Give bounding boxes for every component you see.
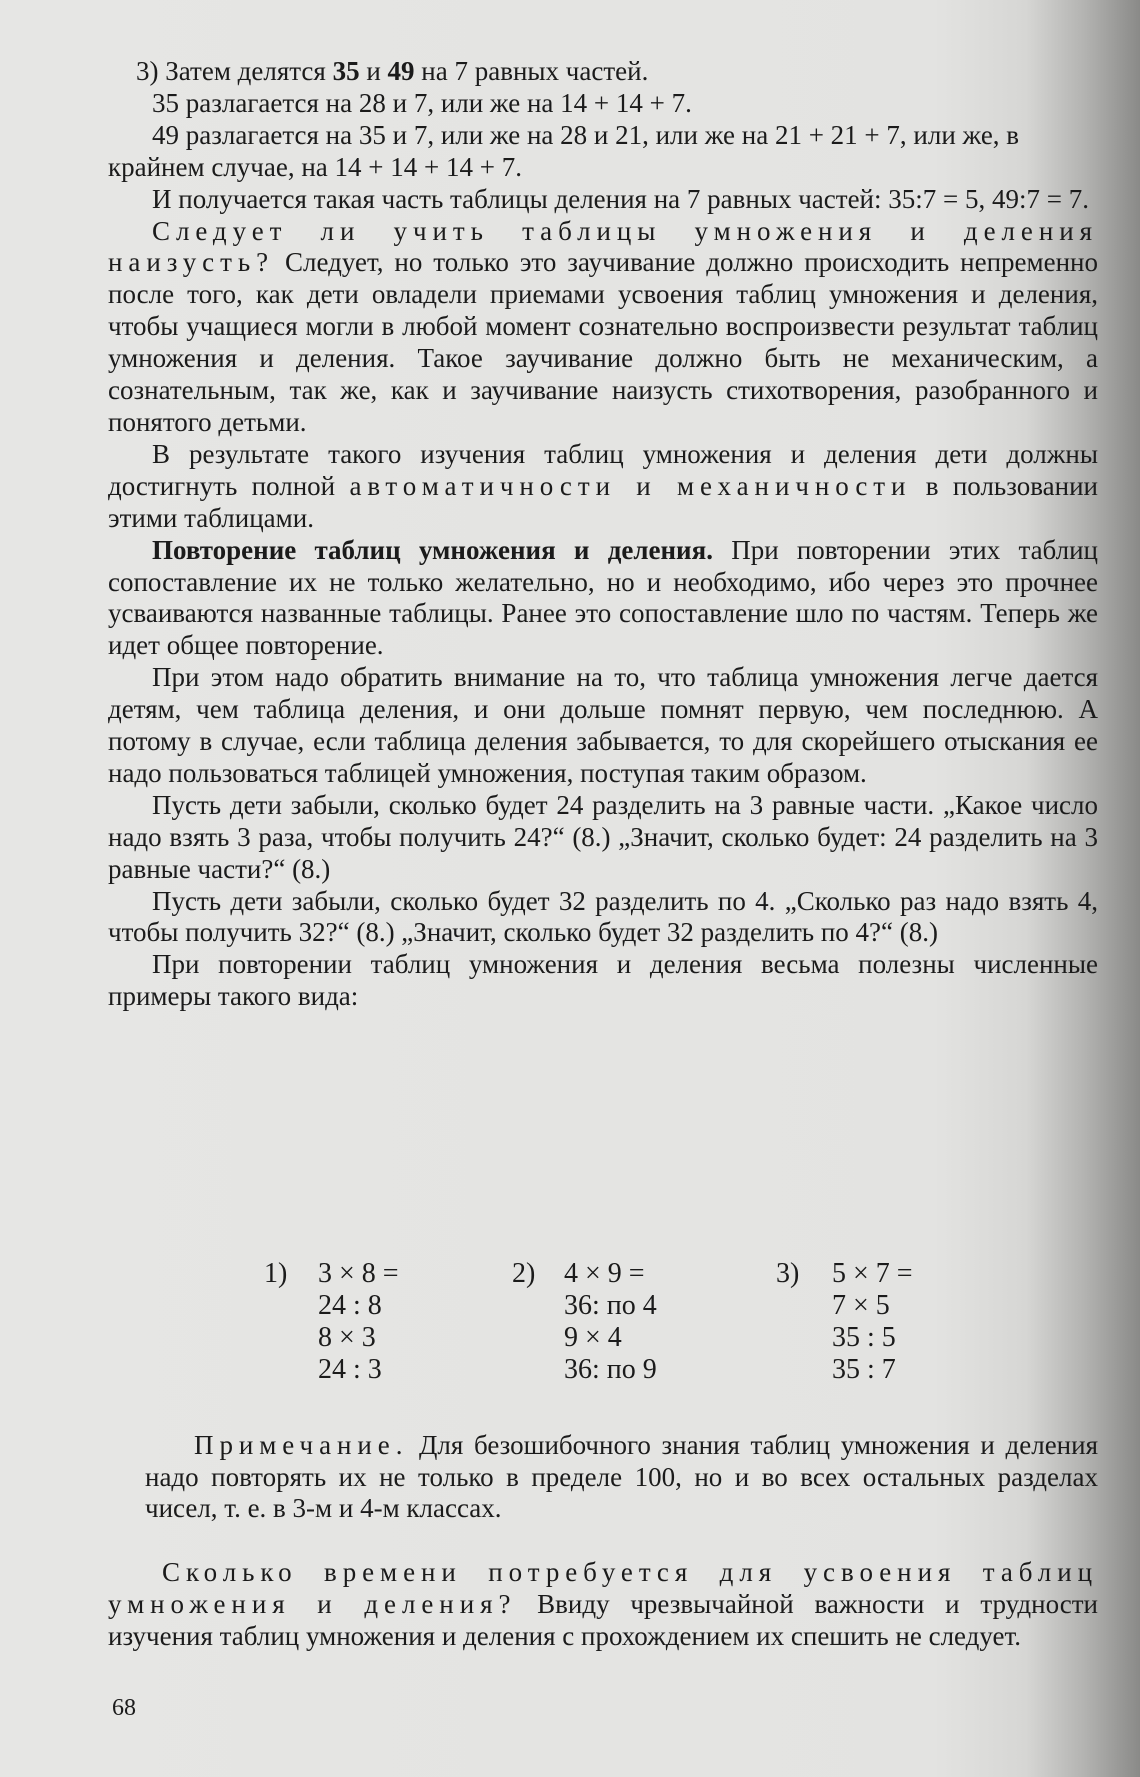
- text-run: При этом надо обратить внимание на то, что таблица умножения легче дается детям, чем таблица деления, и они дольше помнят первую, чем последнюю. А потому в случае, если таблица деления забывается, то для скорейшего отыскания ее надо пользоваться таблицей умножения, поступая таким образом.: [108, 662, 1098, 788]
- text-run: При повторении таблиц умножения и деления весьма полезны численные примеры такого вида:: [108, 949, 1098, 1012]
- page-number: 68: [112, 1695, 136, 1721]
- spaced-emphasis-text: автоматичности и механичности: [349, 470, 912, 501]
- spaced-emphasis-text: Примечание.: [194, 1430, 409, 1460]
- example-row: 9 × 4: [564, 1322, 622, 1353]
- bold-text: 35: [332, 56, 360, 86]
- example-row: 24 : 3: [318, 1354, 382, 1385]
- example-row: 7 × 5: [832, 1290, 890, 1321]
- paragraph: [108, 886, 1098, 950]
- numeric-examples: [264, 1258, 1064, 1398]
- paragraph: [108, 662, 1098, 790]
- example-label: 1): [264, 1258, 288, 1289]
- text-run: Для безошибочного знания таблиц умножения и деления надо повторять их не только в пределе 100, но и во всех остальных разделах чисел, т. е. в 3-м и 4-м классах.: [145, 1430, 1098, 1523]
- note-paragraph: [145, 1430, 1098, 1525]
- example-row: 35 : 7: [832, 1354, 896, 1385]
- example-row: 36: по 4: [564, 1290, 657, 1321]
- text-run: При повторении этих таблиц сопоставление их не только желательно, но и необходимо, ибо через это прочнее усваиваются названные таблицы. Ранее это сопоставление шло по частям. Теперь же идет общее повторение.: [108, 534, 1098, 661]
- example-row: 4 × 9 =: [564, 1258, 645, 1289]
- main-text-block: [108, 56, 1098, 1013]
- example-row: 24 : 8: [318, 1290, 382, 1321]
- final-paragraph: [108, 1556, 1098, 1652]
- bold-text: 49: [387, 56, 415, 86]
- text-run: И получается такая часть таблицы деления на 7 равных частей: 35:7 = 5, 49:7 = 7.: [152, 183, 1089, 214]
- text-run: Ввиду чрезвычайной важности и трудности изучения таблиц умножения и деления с прохождением их спешить не следует.: [108, 1589, 1098, 1651]
- text-run: 35 разлагается на 28 и 7, или же на 14 + 14 + 7.: [152, 87, 692, 118]
- bold-text: Повторение таблиц умножения и деления.: [152, 534, 713, 565]
- paragraph: [108, 949, 1098, 1013]
- example-label: 2): [512, 1258, 536, 1289]
- note-block: [145, 1430, 1098, 1525]
- final-paragraph-block: [108, 1556, 1098, 1652]
- example-row: 3 × 8 =: [318, 1258, 399, 1289]
- text-run: на 7 равных частей.: [414, 56, 649, 86]
- example-row: 8 × 3: [318, 1322, 376, 1353]
- example-row: 5 × 7 =: [832, 1258, 913, 1289]
- spaced-emphasis-text: Сколько времени потребуется для усвоения таблиц умножения и деления?: [108, 1557, 1098, 1619]
- paragraph: [108, 120, 1098, 184]
- text-run: 3) Затем делятся: [136, 56, 333, 86]
- paragraph: [108, 184, 1098, 216]
- example-label: 3): [776, 1258, 800, 1289]
- paragraph: [108, 439, 1098, 535]
- paragraph: [108, 790, 1098, 886]
- text-run: Пусть дети забыли, сколько будет 24 разделить на 3 равные части. „Какое число надо взять 3 раза, чтобы получить 24?“ (8.) „Значит, сколько будет: 24 разделить на 3 равные части?“ (8.): [108, 789, 1098, 884]
- example-row: 36: по 9: [564, 1354, 657, 1385]
- paragraph: [108, 535, 1098, 663]
- paragraph: [108, 88, 1098, 120]
- paragraph: [108, 56, 1098, 88]
- example-row: 35 : 5: [832, 1322, 896, 1353]
- text-run: Пусть дети забыли, сколько будет 32 разделить по 4. „Сколько раз надо взять 4, чтобы получить 32?“ (8.) „Значит, сколько будет 32 разделить по 4?“ (8.): [108, 885, 1098, 948]
- text-run: Следует, но только это заучивание должно происходить непременно после того, как дети овладели приемами усвоения таблиц умножения и деления, чтобы учащиеся могли в любой момент сознательно воспроизвести результат таблиц умножения и деления. Такое заучивание должно быть не механическим, а сознательным, так же, как и заучивание наизусть стихотворения, разобранного и понятого детьми.: [108, 247, 1098, 437]
- text-run: В результате такого изучения таблиц умножения и деления дети должны достигнуть полной: [108, 438, 1098, 501]
- spaced-emphasis-text: Следует ли учить таблицы умножения и деления наизусть?: [108, 215, 1098, 278]
- text-run: в пользовании этими таблицами.: [108, 470, 1098, 533]
- text-run: 49 разлагается на 35 и 7, или же на 28 и 21, или же на 21 + 21 + 7, или же, в крайнем случае, на 14 + 14 + 14 + 7.: [108, 119, 1020, 182]
- paragraph: [108, 216, 1098, 439]
- text-run: и: [359, 56, 388, 86]
